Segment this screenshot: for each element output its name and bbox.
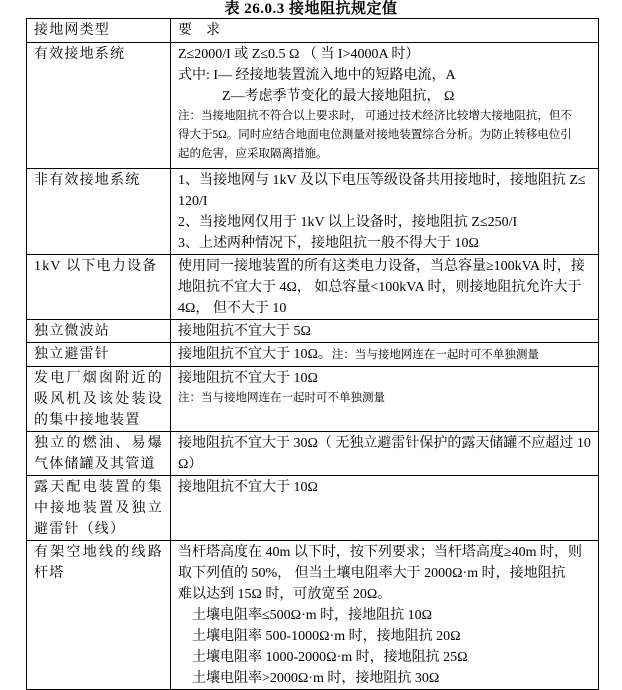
- requirement-line: [178, 126, 591, 145]
- requirement-line: [178, 65, 591, 86]
- requirement-line: [178, 477, 591, 498]
- requirement-text: Z—考虑季节变化的最大接地阻抗， Ω: [222, 89, 455, 104]
- requirement-text: 接地阻抗不宜大于 10Ω。: [178, 347, 332, 362]
- requirement-line: [178, 256, 591, 277]
- requirement-line: [178, 212, 591, 233]
- table-row: [27, 476, 599, 541]
- requirement-line: [178, 626, 591, 647]
- row-requirement-cell: [171, 169, 599, 255]
- requirement-line: [178, 321, 591, 342]
- requirement-line: [178, 433, 591, 454]
- requirement-line: [178, 542, 591, 563]
- grounding-impedance-table: [26, 18, 599, 690]
- row-type-cell: 露天配电装置的集中接地装置及独立避雷针（线）: [27, 476, 171, 541]
- requirement-text: 取下列值的 50%， 但当土壤电阻率大于 2000Ω·m 时，接地阻抗: [178, 566, 566, 581]
- row-requirement-cell: [171, 476, 599, 541]
- requirement-line: [178, 298, 591, 319]
- table-row: [27, 169, 599, 255]
- requirement-text: 使用同一接地装置的所有这类电力设备，当总容量≥100kVA 时，接: [178, 259, 585, 274]
- requirement-text: 接地阻抗不宜大于 10Ω: [178, 480, 318, 495]
- requirement-line: [178, 668, 591, 689]
- table-row: [27, 255, 599, 320]
- row-requirement-cell: [171, 43, 599, 169]
- row-type-cell: 有效接地系统: [27, 43, 171, 169]
- requirement-text: 地阻抗不宜大于 4Ω， 如总容量<100kVA 时，则接地阻抗允许大于: [178, 280, 582, 295]
- table-row: [27, 432, 599, 476]
- row-requirement-cell: [171, 255, 599, 320]
- requirement-text: 注：当与接地网连在一起时可不单独测量: [178, 392, 385, 404]
- requirement-text: 3、上述两种情况下，接地阻抗一般不得大于 10Ω: [178, 236, 479, 251]
- requirement-text: 式中: I— 经接地装置流入地中的短路电流，A: [178, 68, 456, 83]
- requirement-text: 120/I: [178, 194, 208, 209]
- row-requirement-cell: [171, 541, 599, 690]
- row-type-cell: 非有效接地系统: [27, 169, 171, 255]
- requirement-text: 土壤电阻率 1000-2000Ω·m 时，接地阻抗 25Ω: [192, 650, 468, 665]
- requirement-text: 起的危害，应采取隔离措施。: [178, 148, 328, 160]
- row-requirement-cell: [171, 367, 599, 432]
- row-type-cell: 有架空地线的线路杆塔: [27, 541, 171, 690]
- requirement-text: 当杆塔高度在 40m 以下时，按下列要求；当杆塔高度≥40m 时，则: [178, 545, 582, 560]
- table-row: [27, 343, 599, 367]
- requirement-line: [178, 344, 591, 366]
- requirement-text: 4Ω， 但不大于 10: [178, 301, 287, 316]
- requirement-line: [178, 368, 591, 389]
- requirement-line: [178, 389, 591, 408]
- requirement-line: [178, 170, 591, 191]
- requirement-line: [178, 44, 591, 65]
- row-requirement-cell: [171, 432, 599, 476]
- requirement-line: [178, 233, 591, 254]
- requirement-note-suffix: 注：当与接地网连在一起时可不单独测量: [331, 349, 539, 361]
- table-row: [27, 43, 599, 169]
- requirement-text: 土壤电阻率≤500Ω·m 时，接地阻抗 10Ω: [192, 608, 433, 623]
- requirement-text: 土壤电阻率 500-1000Ω·m 时，接地阻抗 20Ω: [192, 629, 461, 644]
- requirement-text: 土壤电阻率>2000Ω·m 时，接地阻抗 30Ω: [192, 671, 440, 686]
- row-type-cell: 发电厂烟囱附近的吸风机及该处装设的集中接地装置: [27, 367, 171, 432]
- requirement-line: [178, 277, 591, 298]
- requirement-line: [178, 145, 591, 164]
- table-row: [27, 367, 599, 432]
- requirement-line: [178, 454, 591, 475]
- requirement-text: 接地阻抗不宜大于 5Ω: [178, 324, 311, 339]
- row-requirement-cell: [171, 320, 599, 343]
- requirement-line: [178, 563, 591, 584]
- table-row: [27, 320, 599, 343]
- requirement-text: 接地阻抗不宜大于 30Ω（ 无独立避雷针保护的露天储罐不应超过 10: [178, 436, 591, 451]
- row-type-cell: 独立的燃油、易爆气体储罐及其管道: [27, 432, 171, 476]
- table-row: [27, 541, 599, 690]
- row-type-cell: 1kV 以下电力设备: [27, 255, 171, 320]
- header-cell-requirement: 要 求: [171, 19, 599, 43]
- requirement-line: [178, 647, 591, 668]
- requirement-text: 注：当接地阻抗不符合以上要求时， 可通过技术经济比较增大接地阻抗，但不: [178, 110, 572, 122]
- row-type-cell: 独立微波站: [27, 320, 171, 343]
- table-title: 表 26.0.3 接地阻抗规定值: [224, 1, 398, 17]
- table-header-row: [27, 19, 599, 43]
- header-cell-grid-type: 接地网类型: [27, 19, 171, 43]
- requirement-line: [178, 86, 591, 107]
- requirement-text: 得大于5Ω。同时应结合地面电位测量对接地装置综合分析。为防止转移电位引: [178, 129, 572, 141]
- requirement-text: 2、当接地网仅用于 1kV 以上设备时，接地阻抗 Z≤250/I: [178, 215, 518, 230]
- requirement-line: [178, 605, 591, 626]
- requirement-line: [178, 191, 591, 212]
- requirement-text: Ω）: [178, 457, 203, 472]
- requirement-text: 1、当接地网与 1kV 及以下电压等级设备共用接地时，接地阻抗 Z≤: [178, 173, 586, 188]
- row-requirement-cell: [171, 343, 599, 367]
- requirement-line: [178, 107, 591, 126]
- requirement-text: 接地阻抗不宜大于 10Ω: [178, 371, 318, 386]
- requirement-line: [178, 584, 591, 605]
- row-type-cell: 独立避雷针: [27, 343, 171, 367]
- requirement-text: 难以达到 15Ω 时，可放宽至 20Ω。: [178, 587, 392, 602]
- requirement-text: Z≤2000/I 或 Z≤0.5 Ω （ 当 I>4000A 时）: [178, 47, 420, 62]
